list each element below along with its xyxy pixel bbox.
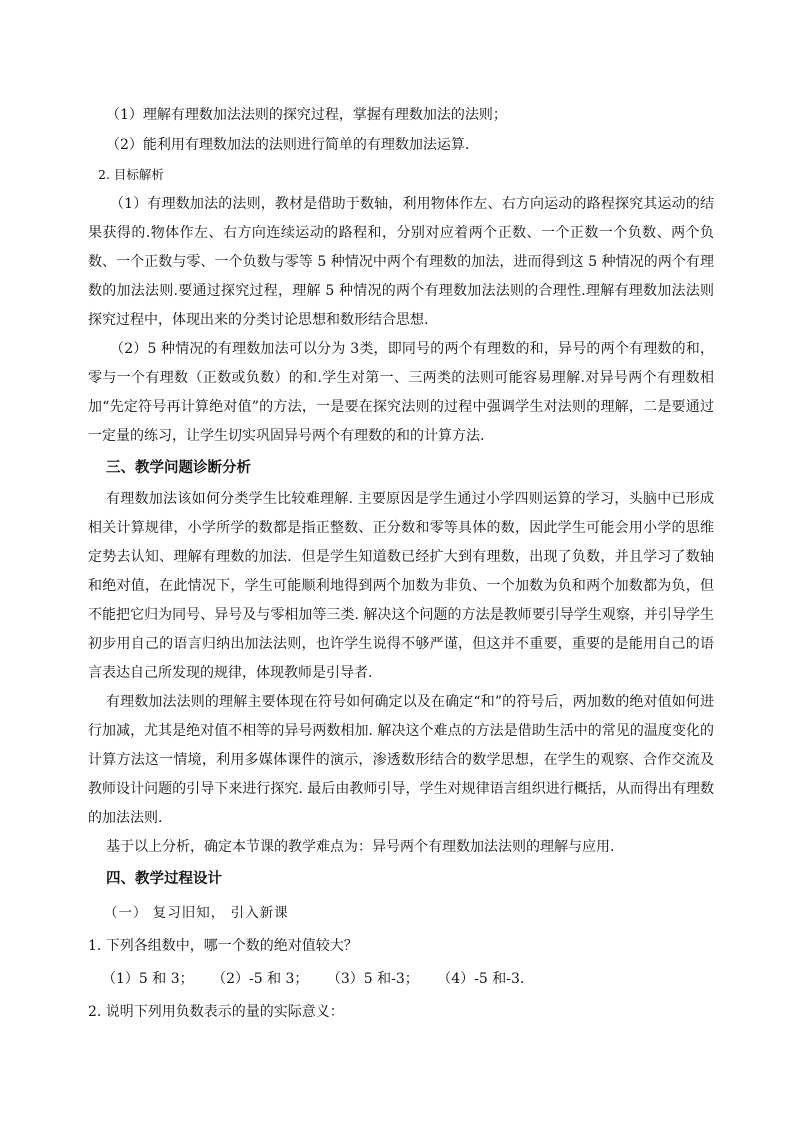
section-4-subheading: （一） 复习旧知， 引入新课 <box>104 905 289 921</box>
target-analysis-paragraph-1: （1）有理数加法的法则，教材是借助于数轴，利用物体作左、右方向运动的路程探究其运动的结果获得的.物体作左、右方向连续运动的路程和，分别对应着两个正数、一个正数一个负数、两个负数、一个正数与零、一个负数与零等 5 种情况中两个有理数的加法，进而得到这 5 种情况的两个有理数的加法法则.要通过探究过程，理解 5 种情况的两个有理数加法法则的合理性.理解有理数加法法则探究过程中，体现出来的分类讨论思想和数形结合思想. <box>88 196 714 328</box>
question-2: 2. 说明下列用负数表示的量的实际意义： <box>88 1004 344 1020</box>
target-analysis-paragraph-2: （2）5 种情况的有理数加法可以分为 3类，即同号的两个有理数的和，异号的两个有理数的和，零与一个有理数（正数或负数）的和.学生对第一、三两类的法则可能容易理解.对异号两个有理数相加“先定符号再计算绝对值”的方法，一是要在探究法则的过程中强调学生对法则的理解，二是要通过一定量的练习，让学生切实巩固异号两个有理数的和的计算方法. <box>88 341 714 444</box>
option-2: （2）-5 和 3； <box>212 971 309 987</box>
objective-1: （1）理解有理数加法法则的探究过程，掌握有理数加法的法则； <box>106 107 507 123</box>
section-3-title: 三、教学问题诊断分析 <box>106 459 251 476</box>
target-analysis-heading: 2. 目标解析 <box>98 167 164 182</box>
option-1: （1）5 和 3； <box>102 971 194 987</box>
option-4: （4）-5 和-3. <box>437 971 525 987</box>
objective-2: （2）能利用有理数加法的法则进行简单的有理数加法运算. <box>106 137 470 153</box>
section-4-title: 四、教学过程设计 <box>106 870 222 887</box>
section-3-paragraph-3: 基于以上分析，确定本节课的教学难点为：异号两个有理数加法法则的理解与应用. <box>106 839 615 855</box>
question-1-options <box>88 963 714 996</box>
question-1: 1. 下列各组数中，哪一个数的绝对值较大？ <box>88 938 358 954</box>
option-3: （3）5 和-3； <box>326 971 419 987</box>
section-3-paragraph-1: 有理数加法该如何分类学生比较难理解. 主要原因是学生通过小学四则运算的学习，头脑中已形成相关计算规律，小学所学的数都是指正整数、正分数和零等具体的数，因此学生可能会用小学的思维定势去认知、理解有理数的加法．但是学生知道数已经扩大到有理数，出现了负数，并且学习了数轴和绝对值，在此情况下，学生可能顺利地得到两个加数为非负、一个加数为负和两个加数都为负，但不能把它归为同号、异号及与零相加等三类. 解决这个问题的方法是教师要引导学生观察，并引导学生初步用自己的语言归纳出加法法则，也许学生说得不够严谨，但这并不重要，重要的是能用自己的语言表达自己所发现的规律，体现教师是引导者. <box>88 491 714 681</box>
section-3-paragraph-2: 有理数加法法则的理解主要体现在符号如何确定以及在确定“和”的符号后，两加数的绝对值如何进行加减，尤其是绝对值不相等的异号两数相加. 解决这个难点的方法是借助生活中的常见的温度变化的计算方法这一情境，利用多媒体课件的演示，渗透数形结合的数学思想，在学生的观察、合作交流及教师设计问题的引导下来进行探究. 最后由教师引导，学生对规律语言组织进行概括，从而得出有理数的加法法则. <box>88 694 714 826</box>
